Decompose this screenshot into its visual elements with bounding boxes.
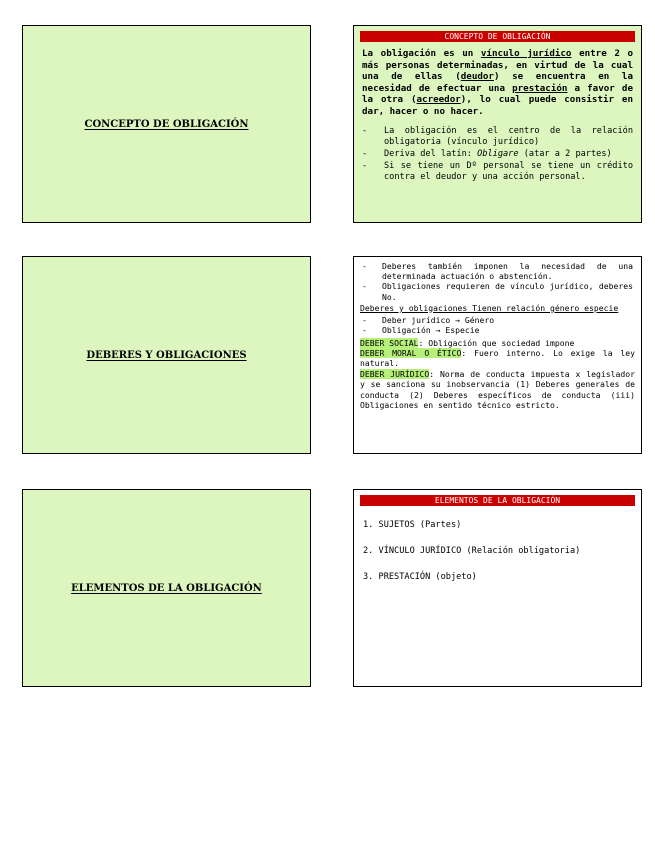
def-vinculo: vínculo jurídico: [480, 48, 572, 59]
list-item: [362, 281, 633, 301]
bullet-dash: -: [362, 148, 368, 159]
list-item: [362, 325, 633, 335]
list-item: [362, 161, 633, 183]
slide-6-header: ELEMENTOS DE LA OBLIGACIÓN: [360, 495, 635, 506]
deber-juridico-term: DEBER JURÍDICO: [360, 368, 430, 379]
deber-moral-line: [360, 348, 635, 369]
slide-1-concepto: [22, 25, 311, 223]
deber-juridico-line: [360, 369, 635, 411]
bullet-text: Deberes también imponen la necesidad de una determinada actuación o abstención.: [382, 261, 633, 282]
slide-2-definition: [362, 48, 633, 118]
def-deudor: deudor: [460, 71, 494, 83]
bullet-dash: -: [362, 125, 368, 136]
list-item: 3. PRESTACIÓN (objeto): [363, 572, 477, 582]
slide-2-concepto-detalle: [353, 25, 642, 223]
bullet-text: Si se tiene un Dº personal se tiene un crédito contra el deudor y una acción personal.: [384, 160, 633, 182]
def-text-1: La obligación es un: [362, 48, 481, 59]
slide-3-title: DEBERES Y OBLIGACIONES: [86, 349, 247, 361]
slide-3-deberes: [22, 256, 311, 454]
def-text-4: a favor de la otra (: [362, 82, 633, 106]
list-item: 2. VÍNCULO JURÍDICO (Relación obligatoria): [363, 546, 581, 556]
slide-4-sub-bullets: [362, 315, 633, 335]
bullet-text: Obligaciones requieren de vínculo jurídico, deberes No.: [382, 281, 633, 302]
slide-6-elementos-detalle: [353, 489, 642, 687]
bullet-dash: -: [362, 160, 368, 171]
def-prestacion: prestación: [512, 82, 568, 94]
list-item: [362, 261, 633, 281]
bullet-dash: -: [362, 281, 367, 292]
deber-moral-text: : Fuero interno. Lo exige la ley natural.: [360, 348, 635, 369]
list-item: 1. SUJETOS (Partes): [363, 520, 462, 530]
deber-social-text: : Obligación que sociedad impone: [418, 337, 575, 348]
bullet-text: (atar a 2 partes): [518, 148, 612, 159]
bullet-dash: -: [362, 325, 367, 336]
slide-5-title: ELEMENTOS DE LA OBLIGACIÓN: [71, 582, 262, 594]
bullet-text: Deriva del latín:: [384, 148, 478, 159]
deber-social-term: DEBER SOCIAL: [360, 337, 419, 348]
def-acreedor: acreedor: [416, 94, 461, 106]
relation-line: Deberes y obligaciones Tienen relación género especie: [360, 302, 619, 313]
def-text-3: ) se encuentra en la necesidad de efectuar una: [362, 71, 633, 94]
slide-5-elementos: [22, 489, 311, 687]
deber-moral-term: DEBER MORAL O ÉTICO: [360, 348, 462, 359]
slide-4-bullets: [362, 261, 633, 302]
deber-social-line: [360, 338, 635, 348]
bullet-text: Obligación → Especie: [382, 325, 480, 336]
list-item: [362, 315, 633, 325]
slide-1-title: CONCEPTO DE OBLIGACIÓN: [84, 118, 249, 130]
slide-6-items: [363, 520, 633, 582]
bullet-latin-word: Obligare: [477, 148, 519, 159]
list-item: [362, 126, 633, 148]
bullet-text: La obligación es el centro de la relación obligatoria (vínculo jurídico): [384, 125, 633, 147]
bullet-dash: -: [362, 261, 367, 271]
def-text-2: entre 2 o más personas determinadas, en virtud de la cual una de ellas (: [362, 48, 633, 83]
deber-juridico-text: : Norma de conducta impuesta x legislador y se sanciona su inobservancia (1) Deberes generales de conducta (2) Deberes específicos de conducta (iii) Obligaciones en sentido técnico estricto.: [360, 368, 635, 411]
def-text-5: ), lo cual puede consistir en dar, hacer o no hacer.: [362, 94, 633, 117]
slide-2-bullets: [362, 126, 633, 183]
bullet-dash: -: [362, 315, 367, 326]
slide-4-deberes-detalle: [353, 256, 642, 454]
list-item: [362, 149, 633, 160]
bullet-text: Deber jurídico → Género: [382, 315, 495, 326]
slide-2-header: CONCEPTO DE OBLIGACIÓN: [360, 31, 635, 42]
